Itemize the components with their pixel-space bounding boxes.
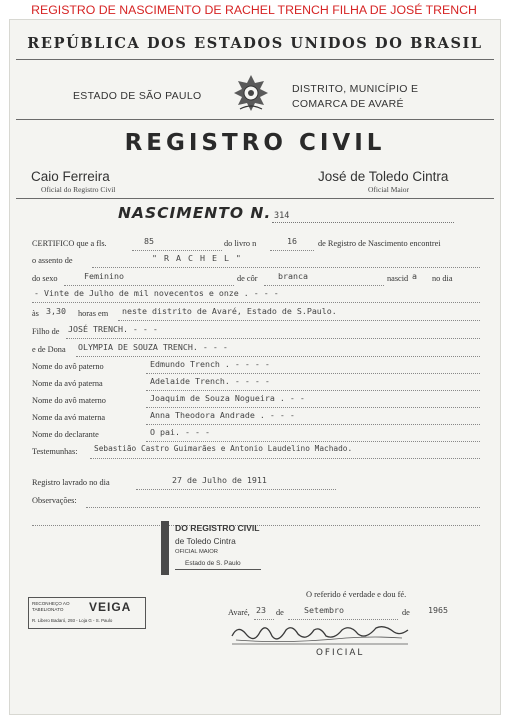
- coat-of-arms-icon: [232, 73, 270, 113]
- nascid-label: nascid: [387, 274, 409, 283]
- district-label: DISTRITO, MUNICÍPIO E COMARCA DE AVARÉ: [292, 83, 419, 110]
- paternal-grandmother-line: [146, 390, 480, 391]
- closing-city: Avaré,: [228, 608, 250, 617]
- notary-stamp-text: RECONHEÇO AO TABELIONATO: [32, 601, 70, 612]
- livro-line: [270, 250, 314, 251]
- paternal-grandfather-label: Nome do avô paterno: [32, 362, 104, 371]
- stamp-bar: [161, 521, 169, 575]
- maternal-grandfather-line: [146, 407, 480, 408]
- mother-name: OLYMPIA DE SOUZA TRENCH. - - -: [78, 342, 228, 352]
- lavrado-label: Registro lavrado no dia: [32, 478, 110, 487]
- lavrado-date: 27 de Julho de 1911: [172, 475, 267, 485]
- notary-stamp-name: VEIGA: [89, 600, 132, 614]
- lavrado-line: [136, 489, 336, 490]
- date-line: [32, 302, 480, 303]
- official-signature: [226, 618, 410, 650]
- mother-row: [32, 342, 480, 359]
- maternal-grandmother-row: [32, 410, 480, 427]
- stamp-line-3: OFICIAL MAIOR: [175, 549, 218, 555]
- registry-stamp: [161, 521, 261, 575]
- cor-label: de côr: [237, 274, 258, 283]
- birth-place: neste distrito de Avaré, Estado de S.Paulo.: [122, 306, 337, 316]
- sexo-label: do sexo: [32, 274, 58, 283]
- maternal-grandmother-line: [146, 424, 480, 425]
- observacoes-row: [32, 496, 480, 510]
- birth-date-text: - Vinte de Julho de mil novecentos e onze . - - -: [34, 288, 279, 298]
- document-caption: REGISTRO DE NASCIMENTO DE RACHEL TRENCH FILHA DE JOSÉ TRENCH: [31, 3, 477, 17]
- nascid-suffix: a: [412, 271, 417, 281]
- closing-day: 23: [256, 605, 266, 615]
- maternal-grandfather-label: Nome do avô materno: [32, 396, 106, 405]
- header-rule-top: [16, 59, 494, 60]
- republic-heading: REPÚBLICA DOS ESTADOS UNIDOS DO BRASIL: [27, 35, 483, 52]
- paternal-grandfather-line: [146, 373, 480, 374]
- no-dia-label: no dia: [432, 274, 453, 283]
- mother-line: [76, 356, 480, 357]
- witnesses-names: Sebastião Castro Guimarães e Antonio Laudelino Machado.: [94, 444, 353, 453]
- hour-row: [32, 306, 480, 323]
- mother-label: e de Dona: [32, 345, 66, 354]
- declarante-row: [32, 427, 480, 444]
- as-label: às: [32, 309, 39, 318]
- declarante-name: O pai. - - -: [150, 427, 210, 437]
- paternal-grandfather-name: Edmundo Trench . - - - -: [150, 359, 270, 369]
- registro-civil-title: REGISTRO CIVIL: [124, 130, 386, 156]
- cor-line: [264, 285, 384, 286]
- header-rule-bottom: [16, 198, 494, 199]
- stamp-underline: [175, 569, 261, 570]
- fls-line: [132, 250, 222, 251]
- certifico-row: [32, 236, 480, 253]
- father-label: Filho de: [32, 327, 60, 336]
- assento-label: o assento de: [32, 256, 73, 265]
- witnesses-label: Testemunhas:: [32, 447, 78, 456]
- hour-value: 3,30: [46, 306, 66, 316]
- maternal-grandfather-name: Joaquim de Souza Nogueira . - -: [150, 393, 305, 403]
- referido-text: O referido é verdade e dou fé.: [306, 590, 407, 599]
- birth-certificate-sheet: [10, 20, 500, 714]
- sexo-value: Feminino: [84, 271, 124, 281]
- paternal-grandfather-row: [32, 359, 480, 376]
- nascimento-heading: NASCIMENTO N.: [118, 204, 272, 222]
- stamp-line-1: DO REGISTRO CIVIL: [175, 523, 260, 533]
- sexo-line: [64, 285, 234, 286]
- livro-label: do livro n: [224, 239, 257, 248]
- closing-de-2: de: [402, 608, 410, 617]
- livro-value: 16: [287, 236, 297, 246]
- father-line: [66, 338, 480, 339]
- maternal-grandmother-label: Nome da avó materna: [32, 413, 106, 422]
- officer-title-right: Oficial Maior: [368, 185, 410, 194]
- paternal-grandmother-name: Adelaide Trench. - - - -: [150, 376, 270, 386]
- stamp-line-4: Estado de S. Paulo: [185, 560, 241, 567]
- place-line: [118, 320, 480, 321]
- declarante-label: Nome do declarante: [32, 430, 99, 439]
- father-name: JOSÉ TRENCH. - - -: [68, 324, 158, 334]
- paternal-grandmother-row: [32, 376, 480, 393]
- paternal-grandmother-label: Nome da avó paterna: [32, 379, 103, 388]
- header-rule-mid: [16, 119, 494, 120]
- state-label: ESTADO DE SÃO PAULO: [73, 90, 202, 102]
- child-name: " R A C H E L ": [152, 253, 242, 263]
- observacoes-label: Observações:: [32, 496, 77, 505]
- sexo-row: [32, 271, 480, 288]
- officer-title-left: Oficial do Registro Civil: [41, 185, 116, 194]
- officer-name-right: José de Toledo Cintra: [318, 169, 449, 184]
- notary-stamp-veiga: [28, 597, 146, 629]
- record-number-line: [272, 222, 454, 223]
- observacoes-line-1: [86, 507, 480, 508]
- witnesses-row: [32, 444, 480, 461]
- notary-stamp-address: R. Libero Badaró, 293 - Loja G - S. Paulo: [32, 618, 113, 623]
- closing-de-1: de: [276, 608, 284, 617]
- record-number: 314: [274, 211, 290, 221]
- lavrado-row: [32, 475, 480, 492]
- officer-name-left: Caio Ferreira: [31, 169, 110, 184]
- cor-value: branca: [278, 271, 308, 281]
- name-line: [92, 267, 480, 268]
- horas-em-label: horas em: [78, 309, 109, 318]
- oficial-label: OFICIAL: [316, 648, 365, 658]
- fls-value: 85: [144, 236, 154, 246]
- de-registro-label: de Registro de Nascimento encontrei: [318, 239, 441, 248]
- father-row: [32, 324, 480, 341]
- maternal-grandfather-row: [32, 393, 480, 410]
- witnesses-line: [90, 458, 480, 459]
- stamp-line-2: de Toledo Cintra: [175, 536, 236, 546]
- certifico-label: CERTIFICO que a fls.: [32, 239, 107, 248]
- assento-row: [32, 253, 480, 270]
- date-row: [32, 288, 480, 305]
- closing-year: 1965: [428, 605, 448, 615]
- maternal-grandmother-name: Anna Theodora Andrade . - - -: [150, 410, 295, 420]
- declarante-line: [146, 441, 480, 442]
- closing-month: Setembro: [304, 605, 344, 615]
